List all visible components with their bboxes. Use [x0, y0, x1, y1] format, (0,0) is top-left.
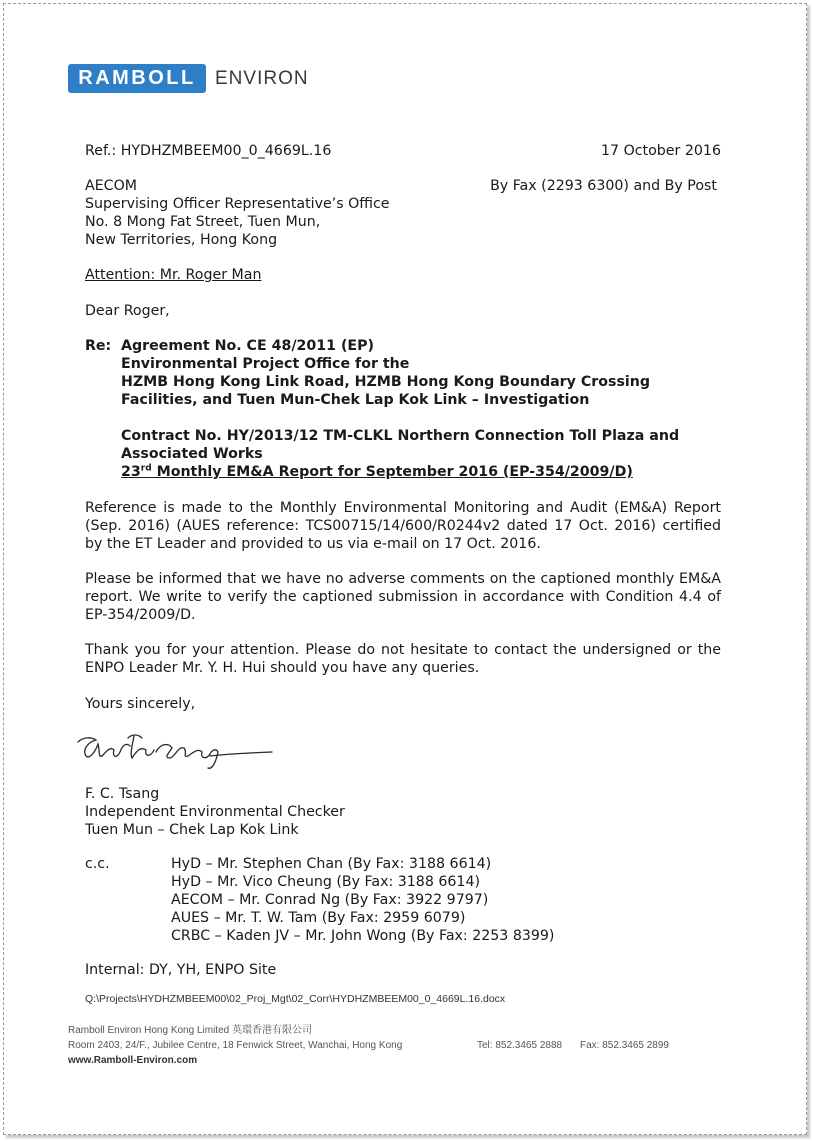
body-paragraph-2: Please be informed that we have no adverse comments on the captioned monthly EM&A report. We write to verify the captioned submission in accordance with Condition 4.4 of EP-354/2009/D. — [85, 571, 721, 623]
re-line1: Agreement No. CE 48/2011 (EP) — [121, 338, 375, 354]
re-line4: Facilities, and Tuen Mun-Chek Lap Kok Link – Investigation — [121, 392, 590, 408]
re-label: Re: — [85, 338, 112, 354]
cc-item: AUES – Mr. T. W. Tam (By Fax: 2959 6079) — [171, 910, 466, 926]
logo-brand: RAMBOLL — [78, 67, 196, 89]
attention-line: Attention: Mr. Roger Man — [85, 267, 262, 283]
delivery-method: By Fax (2293 6300) and By Post — [490, 178, 717, 194]
signatory-project: Tuen Mun – Chek Lap Kok Link — [85, 822, 299, 838]
cc-item: HyD – Mr. Stephen Chan (By Fax: 3188 6614) — [171, 856, 492, 872]
cc-label: c.c. — [85, 856, 110, 872]
file-path: Q:\Projects\HYDHZMBEEM00\02_Proj_Mgt\02_Corr\HYDHZMBEEM00_0_4669L.16.docx — [85, 993, 506, 1005]
body-paragraph-1: Reference is made to the Monthly Environmental Monitoring and Audit (EM&A) Report (Sep. 2016) (AUES reference: TCS00715/14/600/R0244v2 dated 17 Oct. 2016) certified by the ET Leader and provided to us via e-mail on 17 Oct. 2016. — [85, 500, 721, 552]
cc-item: CRBC – Kaden JV – Mr. John Wong (By Fax: 2253 8399) — [171, 928, 555, 944]
footer-tel: Tel: 852.3465 2888 — [477, 1040, 563, 1051]
addressee-line3: New Territories, Hong Kong — [85, 232, 278, 248]
addressee-line1: Supervising Officer Representative’s Office — [85, 196, 390, 212]
footer-address: Room 2403, 24/F., Jubilee Centre, 18 Fenwick Street, Wanchai, Hong Kong — [68, 1040, 403, 1051]
addressee-line2: No. 8 Mong Fat Street, Tuen Mun, — [85, 214, 321, 230]
cc-item: AECOM – Mr. Conrad Ng (By Fax: 3922 9797) — [171, 892, 489, 908]
report-number: 23 — [121, 464, 141, 480]
body-paragraph-3: Thank you for your attention. Please do not hesitate to contact the undersigned or the ENPO Leader Mr. Y. H. Hui should you have any queries. — [85, 642, 721, 676]
letter-date: 17 October 2016 — [601, 143, 721, 159]
ramboll-logo — [68, 64, 206, 93]
handwritten-signature — [76, 728, 276, 780]
salutation: Dear Roger, — [85, 303, 170, 319]
footer-website[interactable]: www.Ramboll-Environ.com — [68, 1055, 198, 1066]
signatory-title: Independent Environmental Checker — [85, 804, 345, 820]
contract-line2: Associated Works — [121, 446, 263, 462]
logo-suffix: ENVIRON — [215, 68, 309, 89]
addressee-company: AECOM — [85, 178, 137, 194]
internal-distribution: Internal: DY, YH, ENPO Site — [85, 962, 277, 978]
contract-line1: Contract No. HY/2013/12 TM-CLKL Northern Connection Toll Plaza and — [121, 428, 680, 444]
cc-item: HyD – Mr. Vico Cheung (By Fax: 3188 6614) — [171, 874, 481, 890]
report-title — [121, 463, 633, 481]
footer-fax: Fax: 852.3465 2899 — [580, 1040, 669, 1051]
closing: Yours sincerely, — [85, 696, 196, 712]
reference: Ref.: HYDHZMBEEM00_0_4669L.16 — [85, 143, 332, 159]
re-line3: HZMB Hong Kong Link Road, HZMB Hong Kong Boundary Crossing — [121, 374, 651, 390]
footer-company: Ramboll Environ Hong Kong Limited 英環香港有限公司 — [68, 1025, 312, 1036]
report-title-rest: Monthly EM&A Report for September 2016 (EP-354/2009/D) — [151, 464, 633, 480]
report-ordinal: rd — [140, 463, 152, 474]
signatory-name: F. C. Tsang — [85, 786, 160, 802]
re-line2: Environmental Project Office for the — [121, 356, 410, 372]
